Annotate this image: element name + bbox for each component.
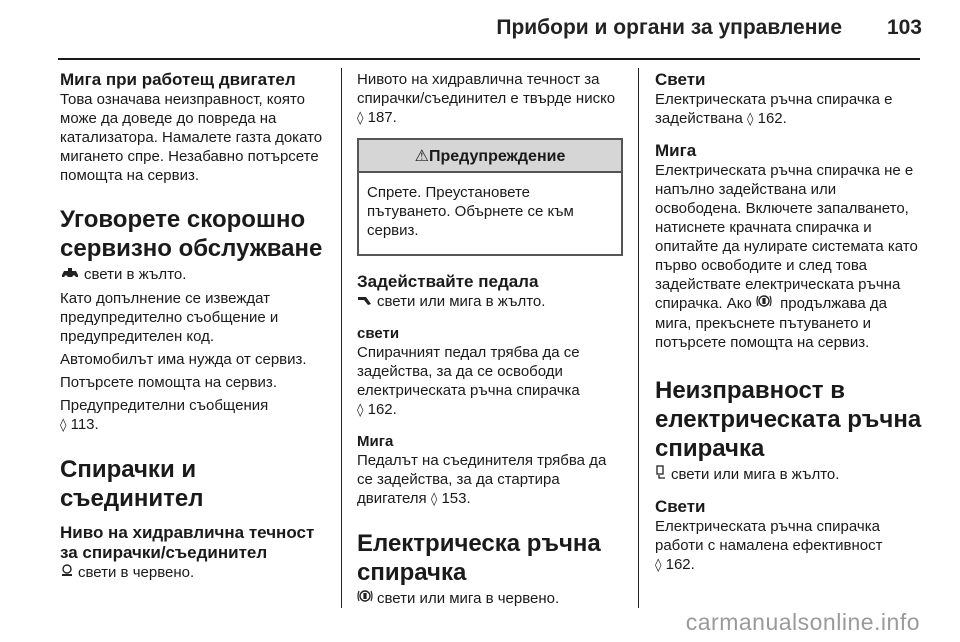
page-reference: 187.	[367, 109, 397, 126]
paragraph-with-ref	[655, 517, 923, 575]
paragraph-text: Предупредителни съобщения	[60, 397, 269, 414]
ref-arrow-icon: ◊	[357, 403, 364, 418]
ref-arrow-icon: ◊	[357, 111, 364, 126]
icon-status-text: свети или мига в червено.	[377, 590, 560, 607]
paragraph: Като допълнение се извеждат предупредително съобщение и предупредителен код.	[60, 290, 279, 345]
icon-status-line	[357, 589, 623, 609]
column-2	[357, 70, 623, 613]
paragraph-with-icon	[655, 161, 923, 352]
electric-parking-brake-icon	[756, 294, 772, 314]
paragraph-text: Електрическата ръчна спирачка не е напълно задействана или освободена. Включете запалването, натиснете крачната спирачка и опитайте да нулирате системата като първо освободите и след това задействате електрическата ръчна спирачка. Ако	[655, 162, 918, 312]
paragraph-text: Електрическата ръчна спирачка работи с намалена ефективност	[655, 518, 883, 554]
paragraph-text: Електрическата ръчна спирачка е задействана	[655, 91, 893, 127]
ref-arrow-icon: ◊	[747, 112, 754, 127]
icon-status-text: свети в жълто.	[84, 266, 187, 283]
icon-status-line	[655, 465, 923, 485]
icon-status-line	[60, 265, 326, 285]
epb-fault-icon	[655, 465, 667, 485]
column-3	[655, 70, 923, 579]
brake-fluid-icon	[60, 563, 74, 583]
page-reference: 153.	[441, 490, 471, 507]
page-number: 103	[886, 16, 922, 39]
page-reference: 162.	[757, 110, 787, 127]
column-divider-2	[638, 68, 639, 608]
paragraph: Потърсете помощта на сервиз.	[60, 374, 277, 391]
page-reference: 113.	[70, 416, 99, 433]
icon-status-text: свети или мига в жълто.	[671, 466, 840, 483]
ref-arrow-icon: ◊	[60, 418, 67, 433]
section-heading: Уговорете скорошно сервизно обслужване	[60, 206, 323, 262]
paragraph-text: Спирачният педал трябва да се задейства, за да се освободи електрическата ръчна спирачка	[357, 344, 580, 399]
section-title: Мига	[655, 141, 697, 160]
icon-status-text: свети или мига в жълто.	[377, 293, 546, 310]
section-title: Мига при работещ двигател	[60, 70, 296, 89]
paragraph-with-ref	[60, 396, 326, 435]
column-1	[60, 70, 326, 587]
page-header-title: Прибори и органи за управление	[496, 16, 842, 39]
foot-pedal-icon	[357, 293, 373, 312]
watermark: carmanualsonline.info	[685, 609, 920, 635]
subsection-title: Мига	[357, 433, 394, 450]
ref-arrow-icon: ◊	[430, 492, 438, 507]
icon-status-line	[60, 563, 326, 583]
section-title: Задействайте педала	[357, 272, 539, 291]
section-heading: Спирачки и съединител	[60, 456, 204, 512]
paragraph-text: Нивото на хидравлична течност за спирачки/съединител е твърде ниско	[357, 71, 616, 107]
warning-text: Спрете. Преустановете пътуването. Обърнете се към сервиз.	[367, 184, 574, 239]
icon-status-line	[357, 292, 623, 312]
section-title: Свети	[655, 70, 706, 89]
paragraph-with-ref	[357, 70, 623, 128]
section-heading: Електрическа ръчна спирачка	[357, 530, 601, 586]
warning-body	[359, 173, 621, 254]
icon-status-text: свети в червено.	[78, 564, 195, 581]
warning-triangle-icon: ⚠	[414, 148, 429, 165]
paragraph-with-ref	[357, 451, 623, 509]
warning-header	[359, 140, 621, 173]
paragraph: Това означава неизправност, която може да доведе до повреда на катализатора. Намалете газта докато мигането спре. Незабавно потърсете помощта на сервиз.	[60, 91, 323, 184]
wrench-car-icon	[60, 266, 80, 285]
section-title: Ниво на хидравлична течност за спирачки/съединител	[60, 523, 315, 562]
header-divider	[58, 58, 920, 60]
paragraph: Автомобилът има нужда от сервиз.	[60, 351, 307, 368]
warning-title: Предупреждение	[429, 148, 566, 165]
ref-arrow-icon: ◊	[655, 558, 662, 573]
warning-box	[357, 138, 623, 256]
page-reference: 162.	[367, 401, 397, 418]
subsection-title: свети	[357, 325, 400, 342]
paragraph-text: Педалът на съединителя трябва да се задейства, за да стартира двигателя	[357, 452, 607, 507]
section-heading: Неизправност в електрическата ръчна спирачка	[655, 377, 922, 462]
paragraph-text: продължава да мига, прекъснете пътуването и потърсете помощта на сервиз.	[655, 295, 887, 351]
column-divider-1	[341, 68, 342, 608]
page-reference: 162.	[665, 556, 695, 573]
section-title: Свети	[655, 497, 706, 516]
electric-parking-brake-icon	[357, 589, 373, 609]
paragraph-with-ref	[655, 90, 923, 129]
paragraph-with-ref	[357, 343, 623, 420]
